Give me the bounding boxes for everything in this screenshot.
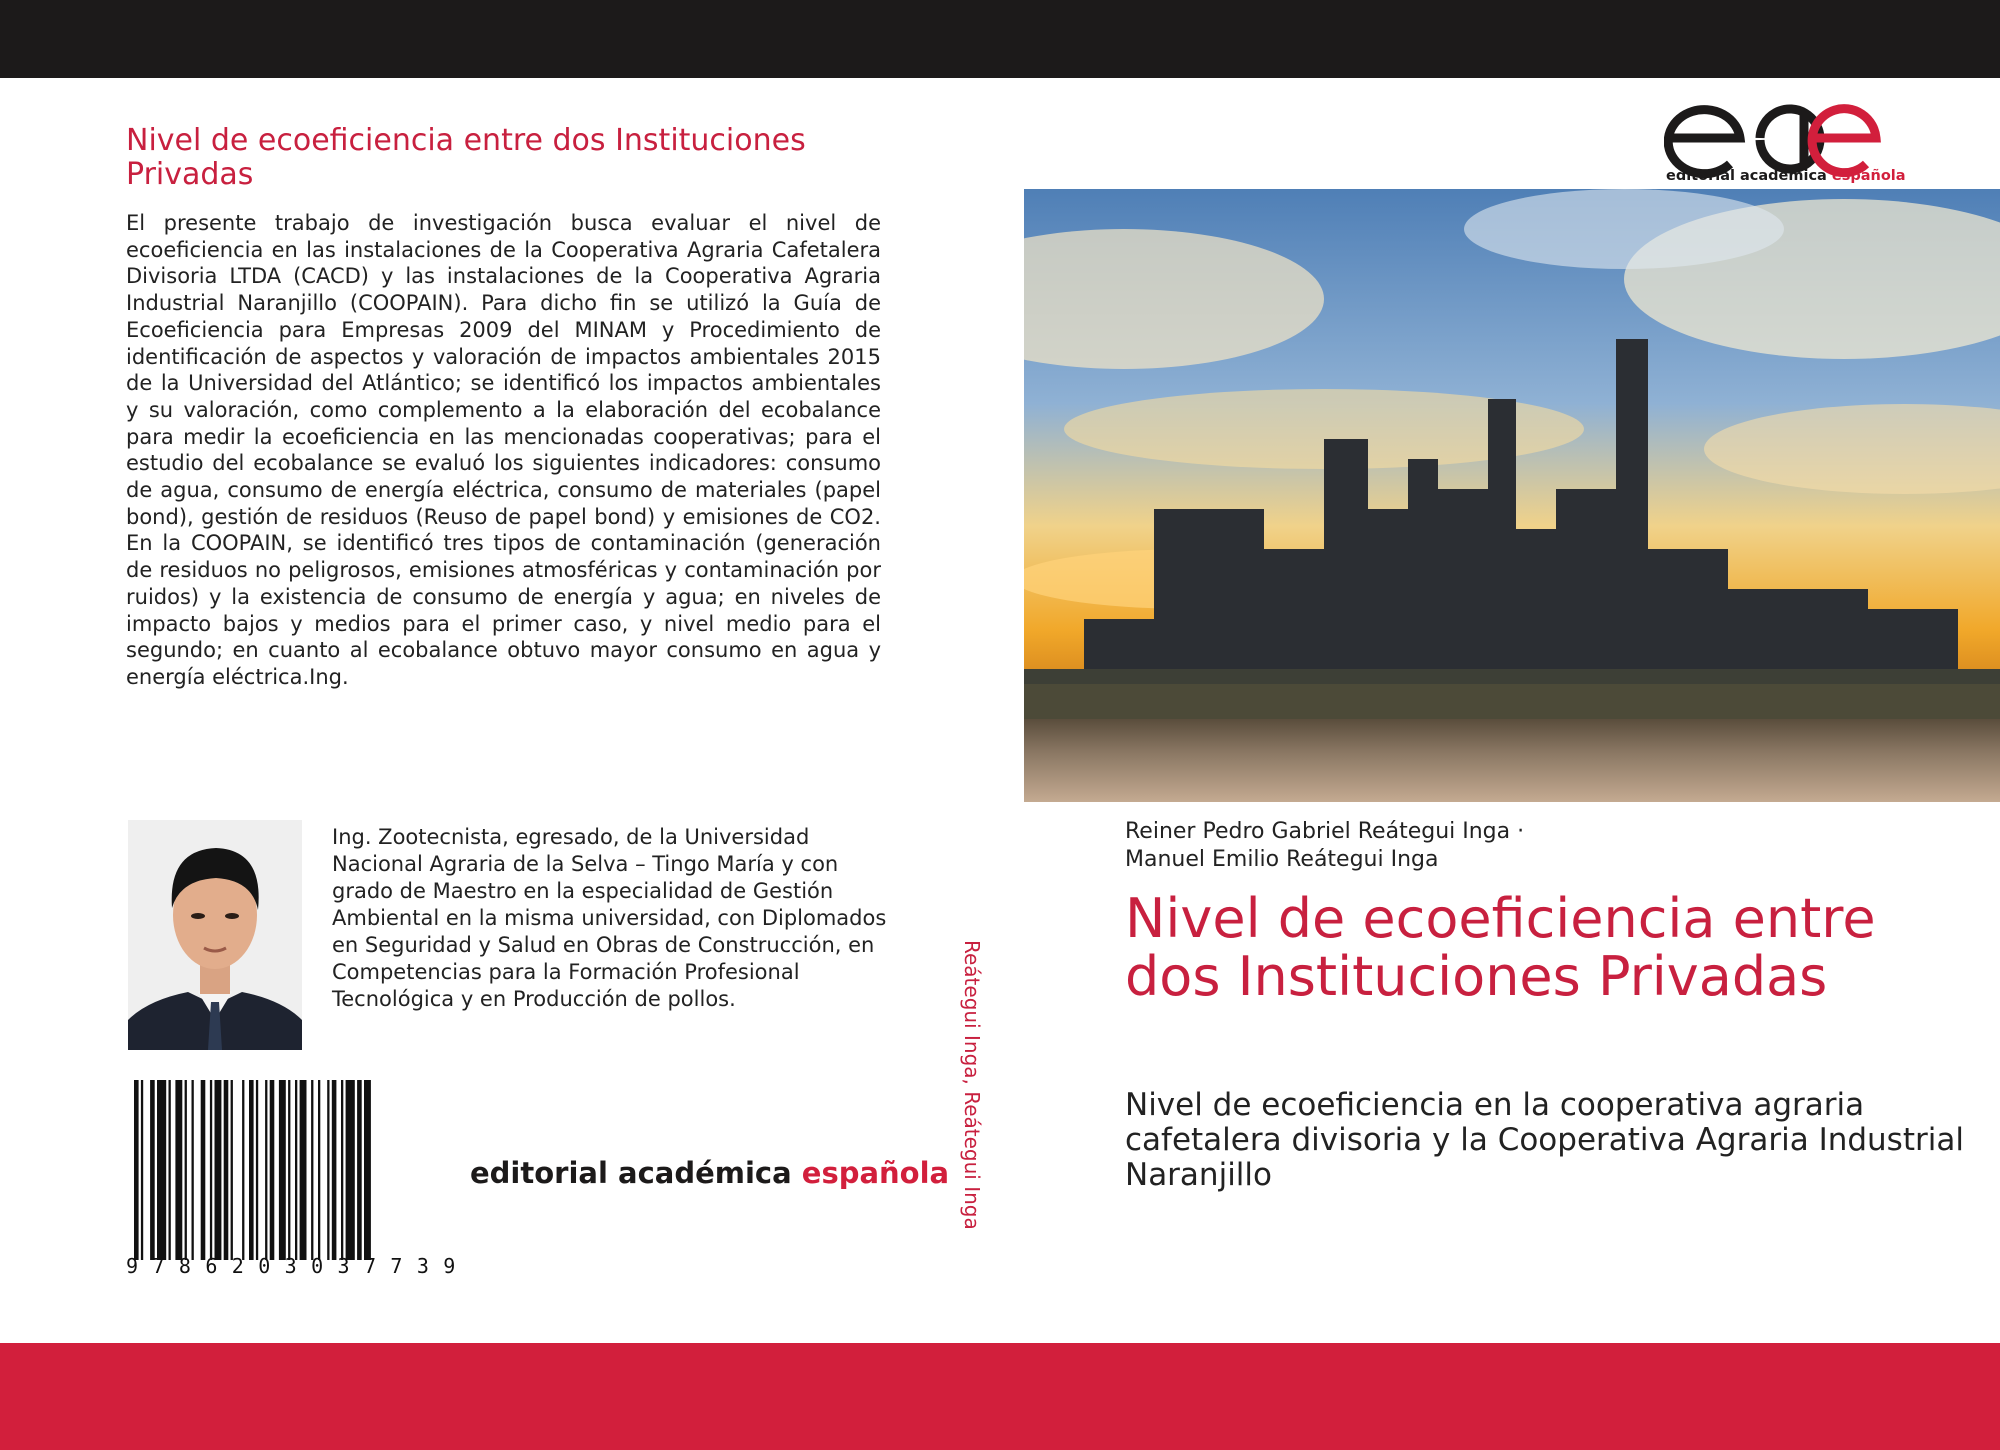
- barcode-bar: [192, 1080, 194, 1260]
- barcode-bar: [169, 1080, 171, 1260]
- barcode-bar: [134, 1080, 139, 1260]
- barcode-bar: [300, 1080, 307, 1260]
- barcode-bar: [327, 1080, 329, 1260]
- power-plant-photo: [1024, 189, 2000, 802]
- barcode-bar: [242, 1080, 244, 1260]
- barcode-bar: [157, 1080, 166, 1260]
- isbn-digits: 9786203037739: [126, 1254, 470, 1278]
- spine-text: Reátegui Inga, Reátegui Inga: [960, 940, 984, 1230]
- barcode-bar: [279, 1080, 286, 1260]
- back-cover-title: Nivel de ecoeficiencia entre dos Instituciones Privadas: [126, 123, 806, 192]
- front-cover-subtitle: Nivel de ecoeficiencia en la cooperativa agraria cafetalera divisoria y la Cooperativa Agraria Industrial Naranjillo: [1125, 1087, 1964, 1193]
- barcode-bar: [265, 1080, 267, 1260]
- barcode-bar: [288, 1080, 290, 1260]
- barcode-bar: [364, 1080, 371, 1260]
- front-cover-title: Nivel de ecoeficiencia entre dos Instituciones Privadas: [1125, 887, 1876, 1008]
- bottom-band: [0, 1343, 2000, 1450]
- barcode-bar: [341, 1080, 343, 1260]
- barcode-bar: [332, 1080, 337, 1260]
- logo-main: editorial académica: [1666, 168, 1832, 184]
- barcode-bar: [346, 1080, 355, 1260]
- author-line-2: Manuel Emilio Reátegui Inga: [1125, 847, 1439, 872]
- author-line-1: Reiner Pedro Gabriel Reátegui Inga ·: [1125, 819, 1525, 844]
- barcode-bar: [231, 1080, 233, 1260]
- barcode-bar: [185, 1080, 187, 1260]
- publisher-accent: española: [801, 1156, 950, 1190]
- top-band: [0, 0, 2000, 78]
- front-authors: [1125, 818, 1524, 874]
- barcode-bar: [210, 1080, 212, 1260]
- barcode-bar: [141, 1080, 143, 1260]
- barcode-bar: [270, 1080, 275, 1260]
- barcode-bar: [295, 1080, 297, 1260]
- barcode-bar: [150, 1080, 155, 1260]
- barcode-bar: [256, 1080, 258, 1260]
- barcode-bar: [175, 1080, 182, 1260]
- publisher-name-back: [470, 1156, 949, 1190]
- barcode-bar: [215, 1080, 222, 1260]
- barcode-bar: [249, 1080, 254, 1260]
- logo-wordmark: [1666, 168, 1906, 184]
- barcode-bar: [224, 1080, 229, 1260]
- publisher-main: editorial académica: [470, 1156, 802, 1190]
- barcode-bar: [311, 1080, 313, 1260]
- author-bio: Ing. Zootecnista, egresado, de la Universidad Nacional Agraria de la Selva – Tingo María y con grado de Maestro en la especialidad de Gestión Ambiental en la misma universidad, con Diplomados en Seguridad y Salud en Obras de Construcción, en Competencias para la Formación Profesional Tecnológica y en Producción de pollos.: [332, 825, 887, 1011]
- barcode-bar: [318, 1080, 320, 1260]
- author-photo: [128, 820, 302, 1050]
- back-cover-blurb: El presente trabajo de investigación busca evaluar el nivel de ecoeficiencia en las instalaciones de la Cooperativa Agraria Cafetalera Divisoria LTDA (CACD) y las instalaciones de la Cooperativa Agraria Industrial Naranjillo (COOPAIN). Para dicho fin se utilizó la Guía de Ecoeficiencia para Empresas 2009 del MINAM y Procedimiento de identificación de aspectos y valoración de impactos ambientales 2015 de la Universidad del Atlántico; se identificó los impactos ambientales y su valoración, como complemento a la elaboración del ecobalance para medir la ecoeficiencia en las mencionadas cooperativas; para el estudio del ecobalance se evaluó los siguientes indicadores: consumo de agua, consumo de energía eléctrica, consumo de materiales (papel bond), gestión de residuos (Reuso de papel bond) y emisiones de CO2. En la COOPAIN, se identificó tres tipos de contaminación (generación de residuos no peligrosos, emisiones atmosféricas y contaminación por ruidos) y la existencia de consumo de energía y agua; en niveles de impacto bajos y medios para el primer caso, y nivel medio para el segundo; en cuanto al ecobalance obtuvo mayor consumo en agua y energía eléctrica.Ing.: [126, 211, 881, 689]
- barcode-bar: [357, 1080, 362, 1260]
- logo-accent: española: [1831, 168, 1906, 184]
- barcode-bar: [201, 1080, 206, 1260]
- barcode: [134, 1080, 454, 1260]
